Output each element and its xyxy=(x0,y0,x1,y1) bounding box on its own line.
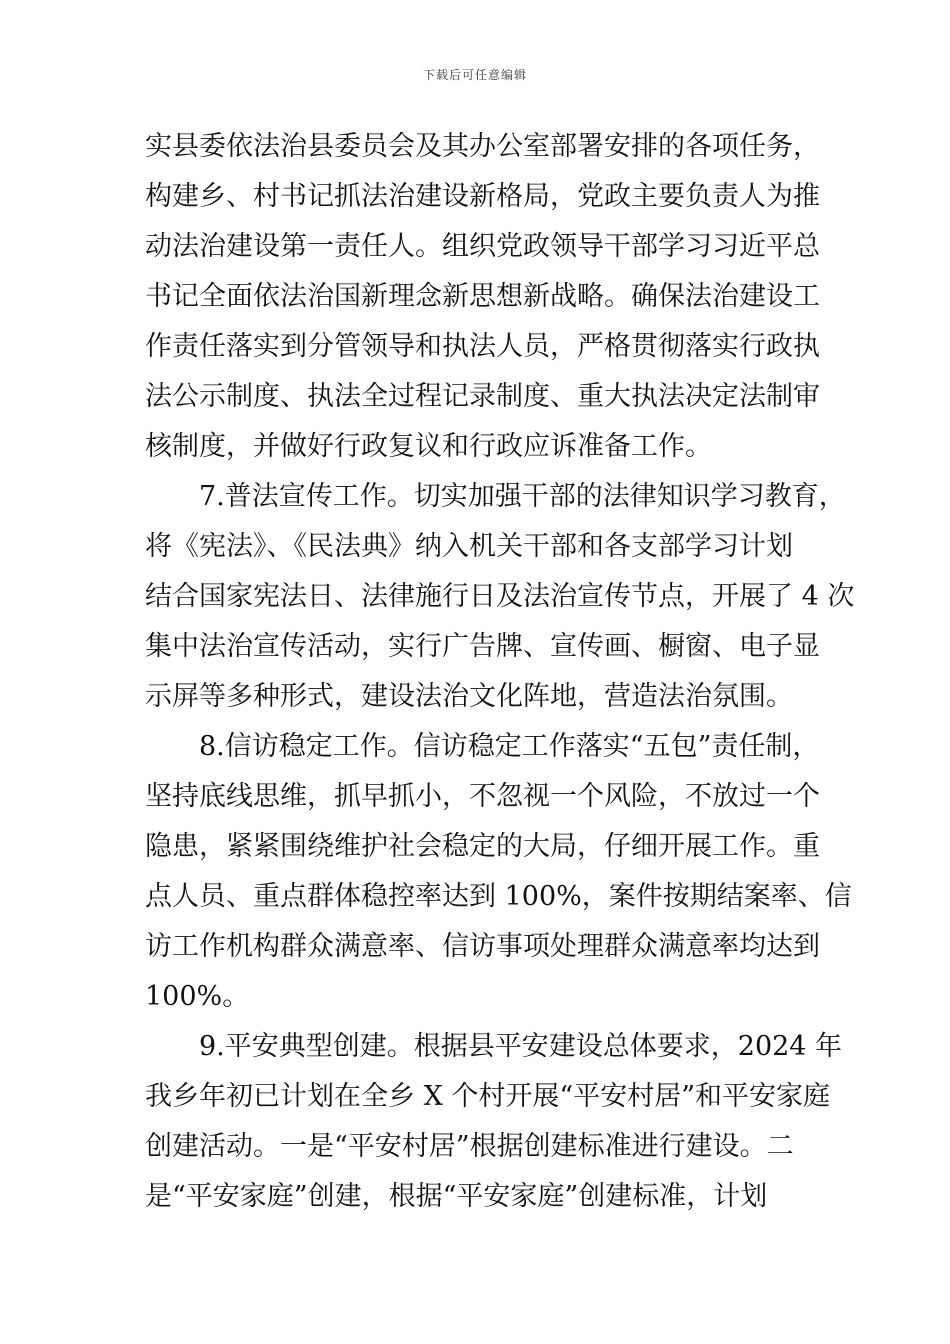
text-line: 构建乡、村书记抓法治建设新格局，党政主要负责人为推 xyxy=(145,181,820,212)
text-line: 示屏等多种形式，建设法治文化阵地，营造法治氛围。 xyxy=(145,681,793,712)
text-line: 书记全面依法治国新理念新思想新战略。确保法治建设工 xyxy=(145,281,820,312)
paragraph-safety-model xyxy=(145,1022,843,1222)
paragraph-law-publicity xyxy=(145,472,855,722)
paragraph-petition-stability xyxy=(145,722,852,1022)
text-line: 7.普法宣传工作。切实加强干部的法律知识学习教育， xyxy=(199,481,846,512)
text-line: 创建活动。一是“平安村居”根据创建标准进行建设。二 xyxy=(145,1131,794,1162)
text-line: 坚持底线思维，抓早抓小，不忽视一个风险，不放过一个 xyxy=(145,781,820,812)
text-line: 将《宪法》、《民法典》纳入机关干部和各支部学习计划 xyxy=(145,531,793,562)
text-line: 隐患，紧紧围绕维护社会稳定的大局，仔细开展工作。重 xyxy=(145,831,820,862)
text-line: 实县委依法治县委员会及其办公室部署安排的各项任务， xyxy=(145,131,820,162)
text-line: 访工作机构群众满意率、信访事项处理群众满意率均达到 xyxy=(145,931,820,962)
text-line: 结合国家宪法日、法律施行日及法治宣传节点，开展了 4 次 xyxy=(145,581,855,612)
paragraph-legal-responsibility xyxy=(145,122,825,472)
text-line: 100%。 xyxy=(145,981,250,1012)
page-header: 下载后可任意编辑 xyxy=(422,68,527,82)
text-line: 是“平安家庭”创建，根据“平安家庭”创建标准，计划 xyxy=(145,1181,768,1212)
text-line: 作责任落实到分管领导和执法人员，严格贯彻落实行政执 xyxy=(145,331,820,362)
text-line: 集中法治宣传活动，实行广告牌、宣传画、橱窗、电子显 xyxy=(145,631,820,662)
text-line: 法公示制度、执法全过程记录制度、重大执法决定法制审 xyxy=(145,381,820,412)
text-line: 动法治建设第一责任人。组织党政领导干部学习习近平总 xyxy=(145,231,820,262)
text-line: 8.信访稳定工作。信访稳定工作落实“五包”责任制， xyxy=(199,731,820,762)
document-body xyxy=(145,122,855,1222)
text-line: 9.平安典型创建。根据县平安建设总体要求，2024 年 xyxy=(199,1031,843,1062)
text-line: 核制度，并做好行政复议和行政应诉准备工作。 xyxy=(145,431,712,462)
text-line: 我乡年初已计划在全乡 X 个村开展“平安村居”和平安家庭 xyxy=(145,1081,830,1112)
text-line: 点人员、重点群体稳控率达到 100%，案件按期结案率、信 xyxy=(145,881,852,912)
